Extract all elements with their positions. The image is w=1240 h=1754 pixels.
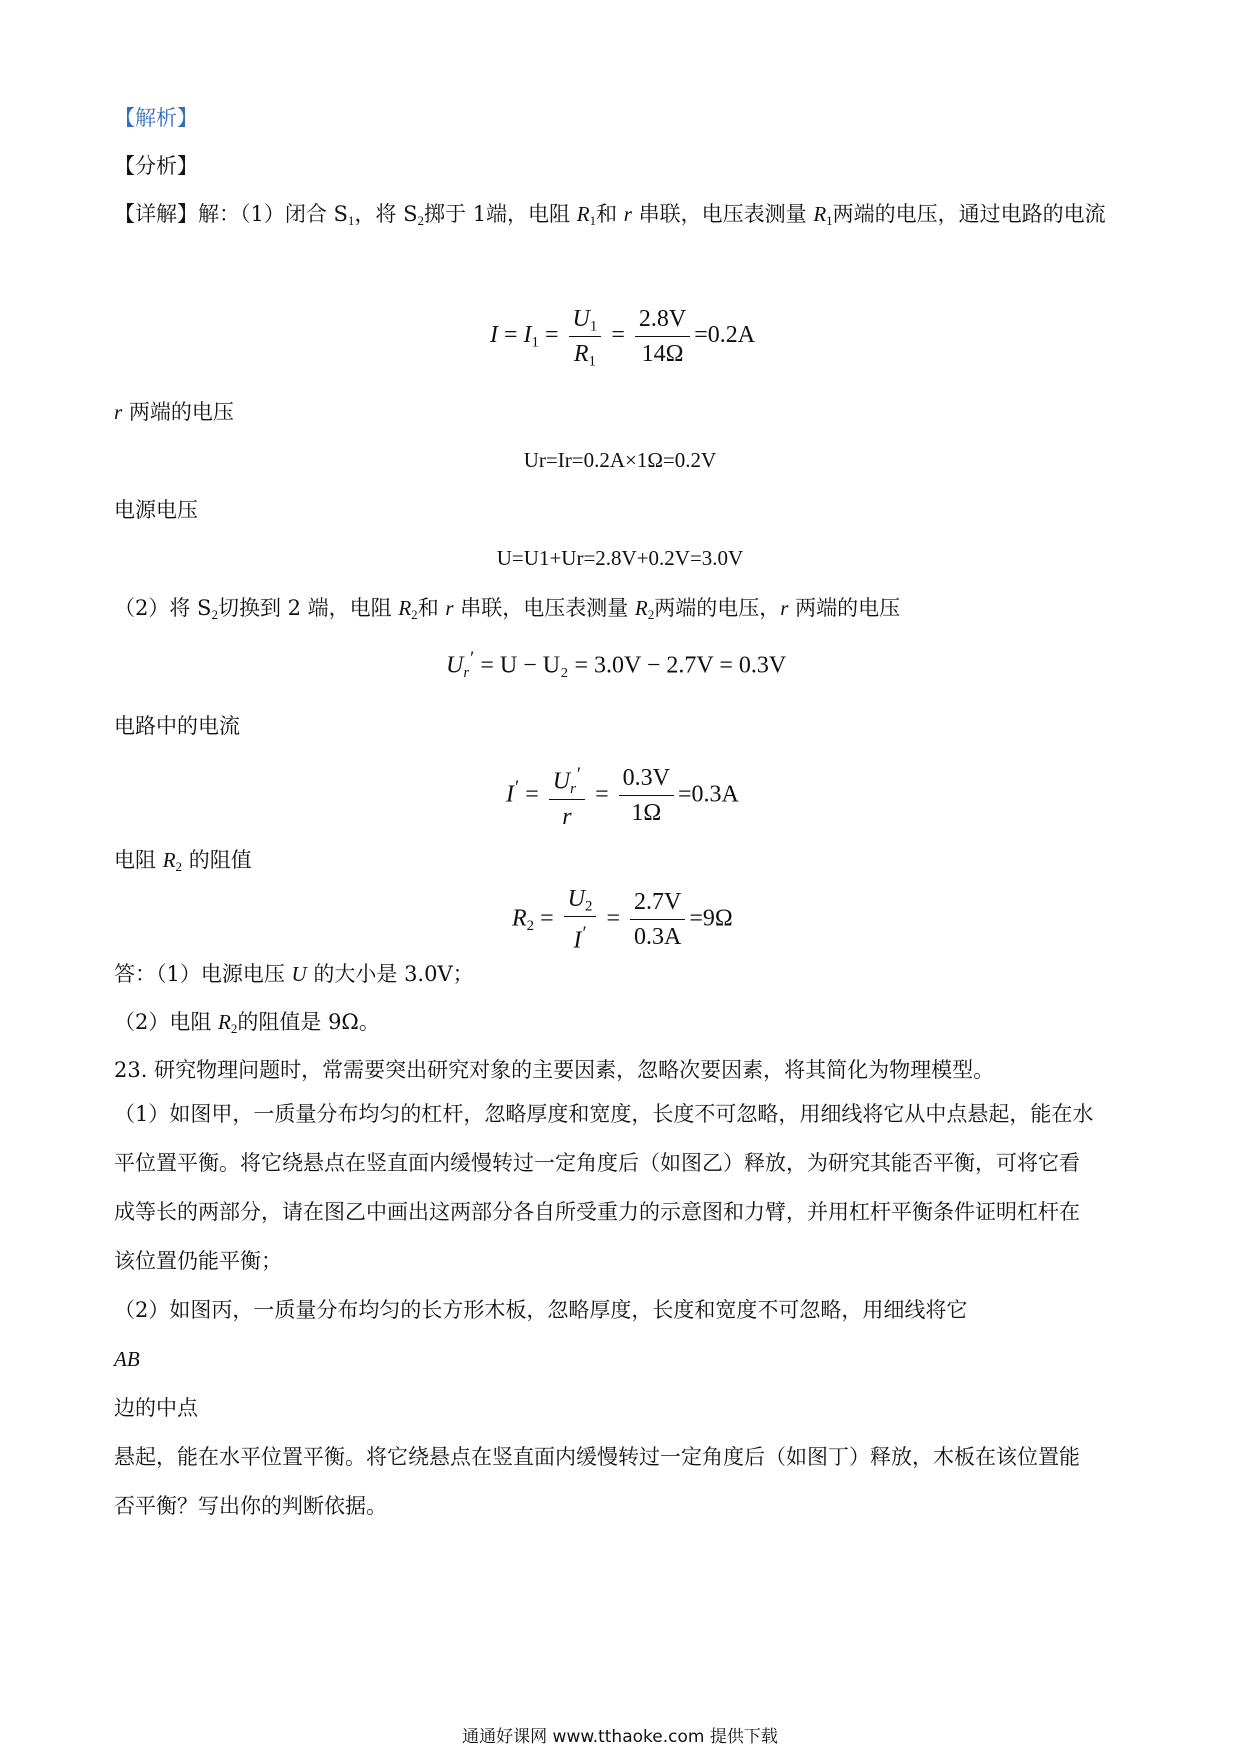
question-23-part2: （2）如图丙，一质量分布均匀的长方形木板，忽略厚度，长度和宽度不可忽略，用细线将它 AB 边的中点 悬起，能在水平位置平衡。将它绕悬点在竖直面内缓慢转过一定角度后（如图丁）释放，木板在该位置能 否平衡？写出你的判断依据。 <box>114 1298 1080 1518</box>
circuit-current-label: 电路中的电流 <box>114 714 240 738</box>
resistance-label: 电阻 $R_2$ 的阻值 <box>114 848 252 874</box>
fenxi-heading: 【分析】 <box>114 154 198 178</box>
question-23-title: 23. 研究物理问题时，常需要突出研究对象的主要因素，忽略次要因素，将其简化为物理模型。 <box>114 1058 995 1082</box>
analysis-heading: 【解析】 <box>114 106 198 130</box>
answer-2: （2）电阻 $R_2$的阻值是 9Ω。 <box>114 1010 380 1036</box>
equation-current-prime: I′ = $\frac{U_r'}{r}$ = $\frac{0.3V}{1\Omega}$ =0.3A <box>506 760 739 832</box>
equation-current: $I = I_1$ = $\frac{U_1}{R_1}$ = $\frac{2.8V}{14\Omega}$ =0.2A <box>490 306 756 370</box>
question-23-part1: （1）如图甲，一质量分布均匀的杠杆，忽略厚度和宽度，长度不可忽略，用细线将它从中点悬起，能在水 平位置平衡。将它绕悬点在竖直面内缓慢转过一定角度后（如图乙）释放，为研究其能否平衡，可将它看 成等长的两部分，请在图乙中画出这两部分各自所受重力的示意图和力臂，并用杠杆平衡条件证明杠杆在 该位置仍能平衡； <box>114 1102 1094 1273</box>
source-voltage-label: 电源电压 <box>114 498 198 522</box>
equation-source-voltage: U=U1+Ur=2.8V+0.2V=3.0V <box>496 546 744 570</box>
footer-source: 通通好课网 www.tthaoke.com 提供下载 <box>462 1727 778 1747</box>
equation-ur-prime: $U_r' = U - U_2 = 3.0V - 2.7V = 0.3V$ <box>446 648 787 682</box>
equation-r2: $R_2$ = $\frac{U_2}{I'}$ = $\frac{2.7V}{0.3A}$ =9Ω <box>512 886 733 954</box>
part2-line: （2）将 $S_2$切换到 2 端，电阻 $R_2$和 r 串联，电压表测量 $R_2$两端的电压，r 两端的电压 <box>114 596 901 622</box>
r-voltage-label: r 两端的电压 <box>114 400 234 424</box>
answer-1: 答：（1）电源电压 U 的大小是 3.0V； <box>114 962 474 986</box>
equation-ur: Ur=Ir=0.2A×1Ω=0.2V <box>523 448 717 472</box>
detail-line: 【详解】解：（1）闭合 $S_1$，将 $S_2$掷于 1端，电阻 $R_1$和 r 串联，电压表测量 $R_1$两端的电压，通过电路的电流 <box>114 202 1106 228</box>
